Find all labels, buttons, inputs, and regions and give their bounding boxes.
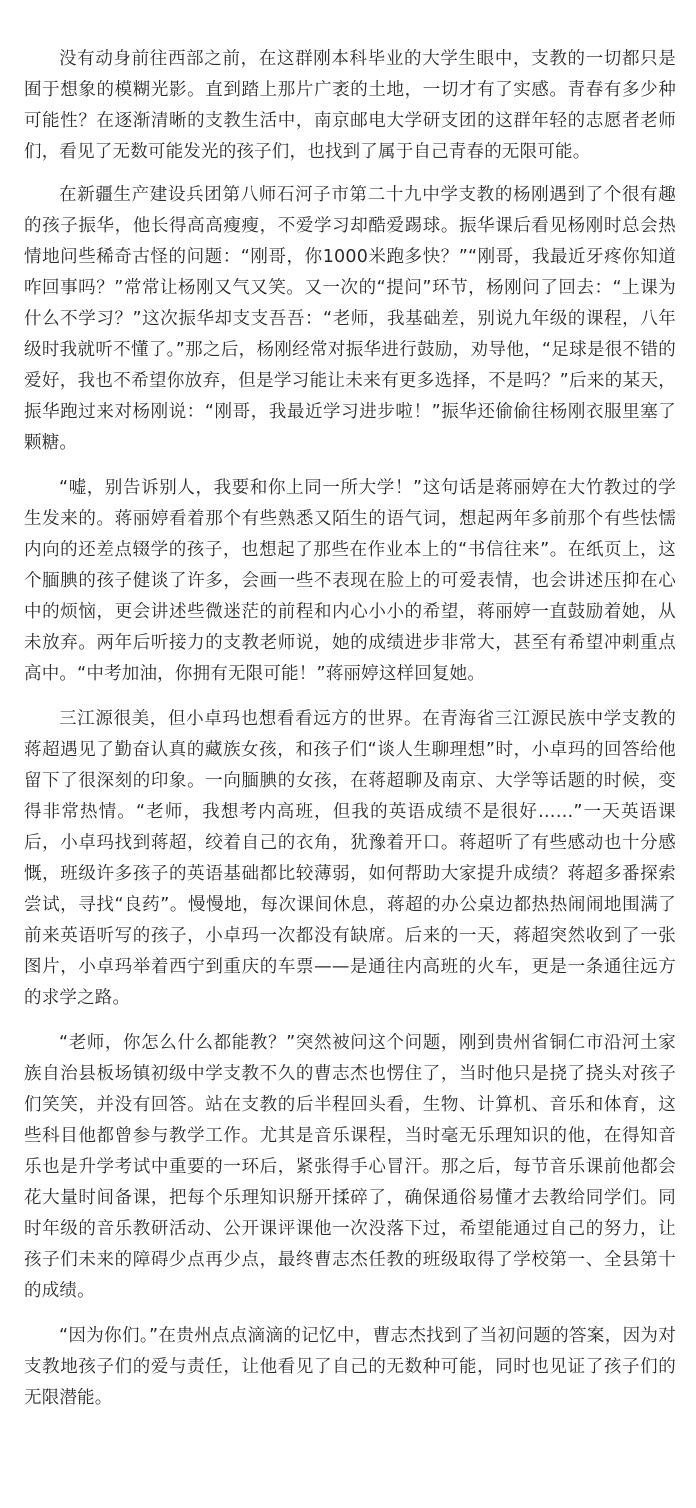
paragraph-jiang-chao: 三江源很美，但小卓玛也想看看远方的世界。在青海省三江源民族中学支教的蒋超遇见了勤奋认真的藏族女孩，和孩子们“谈人生聊理想”时，小卓玛的回答给他留下了很深刻的印象。一向腼腆的女孩，在蒋超聊及南京、大学等话题的时候，变得非常热情。“老师，我想考内高班，但我的英语成绩不是很好……”一天英语课后，小卓玛找到蒋超，绞着自己的衣角，犹豫着开口。蒋超听了有些感动也十分感慨，班级许多孩子的英语基础都比较薄弱，如何帮助大家提升成绩？蒋超多番探索尝试，寻找“良药”。慢慢地，每次课间休息，蒋超的办公桌边都热热闹闹地围满了前来英语听写的孩子，小卓玛一次都没有缺席。后来的一天，蒋超突然收到了一张图片，小卓玛举着西宁到重庆的车票——是通往内高班的火车，更是一条通往远方的求学之路。 bbox=[24, 709, 676, 1008]
paragraph-conclusion: “因为你们。”在贵州点点滴滴的记忆中，曹志杰找到了当初问题的答案，因为对支教地孩子们的爱与责任，让他看见了自己的无数种可能，同时也见证了孩子们的无限潜能。 bbox=[24, 1326, 676, 1408]
paragraph-cao-zhijie: “老师，你怎么什么都能教？”突然被问这个问题，刚到贵州省铜仁市沿河土家族自治县板场镇初级中学支教不久的曹志杰也愣住了，当时他只是挠了挠头对孩子们笑笑，并没有回答。站在支教的后半程回头看，生物、计算机、音乐和体育，这些科目他都曾参与教学工作。尤其是音乐课程，当时毫无乐理知识的他，在得知音乐也是升学考试中重要的一环后，紧张得手心冒汗。那之后，每节音乐课前他都会花大量时间备课，把每个乐理知识掰开揉碎了，确保通俗易懂才去教给同学们。同时年级的音乐教研活动、公开课评课他一次没落下过，希望能通过自己的努力，让孩子们未来的障碍少点再少点，最终曹志杰任教的班级取得了学校第一、全县第十的成绩。 bbox=[24, 1033, 676, 1301]
paragraph-jiang-liting: “嘘，别告诉别人，我要和你上同一所大学！”这句话是蒋丽婷在大竹教过的学生发来的。蒋丽婷看着那个有些熟悉又陌生的语气词，想起两年多前那个有些怯懦内向的还差点辍学的孩子，也想起了那些在作业本上的“书信往来”。在纸页上，这个腼腆的孩子健谈了许多，会画一些不表现在脸上的可爱表情，也会讲述压抑在心中的烦恼，更会讲述些微迷茫的前程和内心小小的希望，蒋丽婷一直鼓励着她，从未放弃。两年后听接力的支教老师说，她的成绩进步非常大，甚至有希望冲刺重点高中。“中考加油，你拥有无限可能！”蒋丽婷这样回复她。 bbox=[24, 478, 676, 684]
paragraph-yang-gang: 在新疆生产建设兵团第八师石河子市第二十九中学支教的杨刚遇到了个很有趣的孩子振华，他长得高高瘦瘦，不爱学习却酷爱踢球。振华课后看见杨刚时总会热情地问些稀奇古怪的问题：“刚哥，你1000米跑多快？”“刚哥，我最近牙疼你知道咋回事吗？”常常让杨刚又气又笑。又一次的“提问”环节，杨刚问了回去：“上课为什么不学习？”这次振华却支支吾吾：“老师，我基础差，别说九年级的课程，八年级时我就听不懂了。”那之后，杨刚经常对振华进行鼓励，劝导他，“足球是很不错的爱好，我也不希望你放弃，但是学习能让未来有更多选择，不是吗？”后来的某天，振华跑过来对杨刚说：“刚哥，我最近学习进步啦！”振华还偷偷往杨刚衣服里塞了颗糖。 bbox=[24, 185, 676, 453]
paragraph-intro: 没有动身前往西部之前，在这群刚本科毕业的大学生眼中，支教的一切都只是囿于想象的模糊光影。直到踏上那片广袤的土地，一切才有了实感。青春有多少种可能性？在逐渐清晰的支教生活中，南京邮电大学研支团的这群年轻的志愿者老师们，看见了无数可能发光的孩子们，也找到了属于自己青春的无限可能。 bbox=[24, 49, 676, 162]
